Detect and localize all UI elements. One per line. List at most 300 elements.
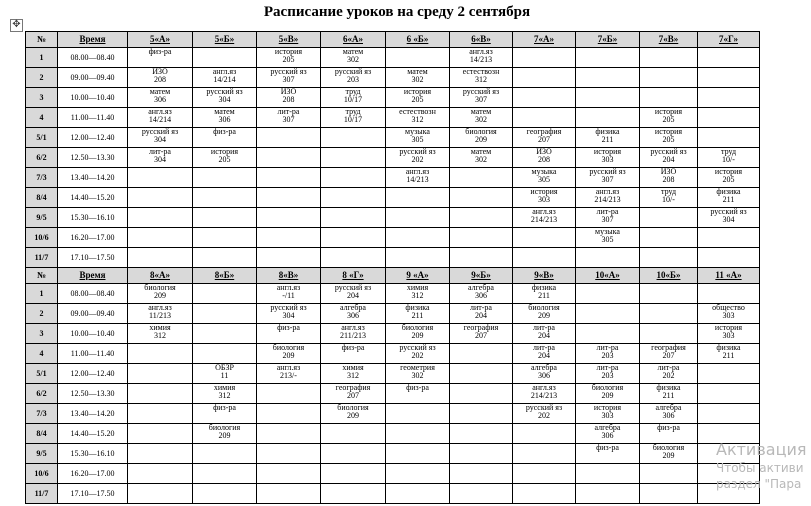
lesson-cell[interactable] xyxy=(640,148,698,168)
lesson-cell[interactable] xyxy=(321,424,386,444)
table-row xyxy=(26,48,760,68)
lesson-cell[interactable] xyxy=(321,128,386,148)
lesson-cell[interactable] xyxy=(513,228,576,248)
lesson-cell[interactable] xyxy=(193,484,257,504)
lesson-cell[interactable] xyxy=(640,88,698,108)
lesson-cell[interactable] xyxy=(386,404,450,424)
lesson-cell[interactable] xyxy=(640,344,698,364)
lesson-cell[interactable] xyxy=(640,108,698,128)
lesson-cell[interactable] xyxy=(450,108,513,128)
lesson-cell[interactable] xyxy=(576,464,640,484)
lesson-cell[interactable] xyxy=(576,484,640,504)
lesson-cell[interactable] xyxy=(128,188,193,208)
lesson-cell[interactable] xyxy=(576,344,640,364)
lesson-number: 1 xyxy=(26,284,58,304)
subject: история xyxy=(593,403,622,412)
lesson-cell[interactable] xyxy=(513,148,576,168)
subject: физика xyxy=(716,187,741,196)
lesson-cell[interactable] xyxy=(513,48,576,68)
lesson-cell[interactable] xyxy=(193,248,257,268)
table-row xyxy=(26,404,760,424)
lesson-cell[interactable] xyxy=(513,384,576,404)
room: 205 xyxy=(218,155,231,164)
lesson-cell[interactable] xyxy=(193,68,257,88)
lesson-cell[interactable] xyxy=(128,304,193,324)
lesson-cell[interactable] xyxy=(698,228,760,248)
table-row xyxy=(26,444,760,464)
lesson-cell[interactable] xyxy=(576,48,640,68)
room: 306 xyxy=(475,291,487,300)
room: 303 xyxy=(601,411,614,420)
lesson-cell[interactable] xyxy=(257,464,321,484)
lesson-cell[interactable] xyxy=(128,68,193,88)
lesson-cell[interactable] xyxy=(257,284,321,304)
lesson-cell[interactable] xyxy=(257,304,321,324)
header-class: 8 «Г» xyxy=(321,268,386,284)
lesson-cell[interactable] xyxy=(257,168,321,188)
lesson-cell[interactable] xyxy=(698,404,760,424)
lesson-cell[interactable] xyxy=(640,324,698,344)
lesson-cell[interactable] xyxy=(321,228,386,248)
table-row xyxy=(26,168,760,188)
lesson-cell[interactable] xyxy=(386,324,450,344)
subject: англ.яз xyxy=(532,383,556,392)
lesson-cell[interactable] xyxy=(193,188,257,208)
lesson-cell[interactable] xyxy=(193,128,257,148)
lesson-cell[interactable] xyxy=(321,344,386,364)
lesson-cell[interactable] xyxy=(450,384,513,404)
lesson-number: 7/3 xyxy=(26,404,58,424)
lesson-cell[interactable] xyxy=(321,464,386,484)
lesson-cell[interactable] xyxy=(257,148,321,168)
lesson-cell[interactable] xyxy=(321,324,386,344)
lesson-cell[interactable] xyxy=(257,384,321,404)
lesson-cell[interactable] xyxy=(640,444,698,464)
lesson-cell[interactable] xyxy=(386,304,450,324)
lesson-cell[interactable] xyxy=(193,304,257,324)
lesson-cell[interactable] xyxy=(128,404,193,424)
subject: лит-ра xyxy=(277,107,300,116)
lesson-cell[interactable] xyxy=(257,364,321,384)
lesson-cell[interactable] xyxy=(321,284,386,304)
lesson-time: 15.30—16.10 xyxy=(58,444,128,464)
lesson-cell[interactable] xyxy=(257,444,321,464)
lesson-cell[interactable] xyxy=(193,88,257,108)
lesson-time: 16.20—17.00 xyxy=(58,464,128,484)
lesson-cell[interactable] xyxy=(321,48,386,68)
lesson-cell[interactable] xyxy=(386,68,450,88)
lesson-cell[interactable] xyxy=(321,68,386,88)
lesson-cell[interactable] xyxy=(640,284,698,304)
subject: матем xyxy=(470,147,492,156)
lesson-cell[interactable] xyxy=(640,384,698,404)
lesson-cell[interactable] xyxy=(128,384,193,404)
lesson-cell[interactable] xyxy=(450,128,513,148)
lesson-cell[interactable] xyxy=(321,364,386,384)
lesson-cell[interactable] xyxy=(386,384,450,404)
lesson-cell[interactable] xyxy=(576,364,640,384)
lesson-cell[interactable] xyxy=(640,424,698,444)
lesson-cell[interactable] xyxy=(576,324,640,344)
room: 306 xyxy=(154,95,166,104)
lesson-cell[interactable] xyxy=(576,424,640,444)
lesson-cell[interactable] xyxy=(128,424,193,444)
lesson-cell[interactable] xyxy=(128,324,193,344)
page-title: Расписание уроков на среду 2 сентября xyxy=(263,4,531,20)
lesson-cell[interactable] xyxy=(450,148,513,168)
lesson-cell[interactable] xyxy=(321,384,386,404)
lesson-cell[interactable] xyxy=(450,284,513,304)
header-time: Время xyxy=(58,32,128,48)
lesson-cell[interactable] xyxy=(698,108,760,128)
lesson-cell[interactable] xyxy=(257,208,321,228)
subject: русский яз xyxy=(270,67,307,76)
lesson-cell[interactable] xyxy=(576,208,640,228)
lesson-cell[interactable] xyxy=(698,344,760,364)
lesson-cell[interactable] xyxy=(450,464,513,484)
lesson-number: 4 xyxy=(26,344,58,364)
subject: русский яз xyxy=(710,207,747,216)
room: 307 xyxy=(601,215,614,224)
lesson-cell[interactable] xyxy=(386,48,450,68)
header-number: № xyxy=(26,32,58,48)
lesson-time: 08.00—08.40 xyxy=(58,48,128,68)
room: 209 xyxy=(662,451,675,460)
watermark-line-1: Активация xyxy=(716,440,807,459)
subject: лит-ра xyxy=(596,363,619,372)
lesson-cell[interactable] xyxy=(576,228,640,248)
lesson-cell[interactable] xyxy=(450,188,513,208)
lesson-cell[interactable] xyxy=(128,344,193,364)
lesson-cell[interactable] xyxy=(513,188,576,208)
lesson-cell[interactable] xyxy=(257,108,321,128)
lesson-cell[interactable] xyxy=(513,108,576,128)
room: 312 xyxy=(154,331,166,340)
subject: алгебра xyxy=(468,283,494,292)
table-move-handle-icon[interactable]: ✥ xyxy=(10,19,23,32)
lesson-cell[interactable] xyxy=(450,484,513,504)
subject: русский яз xyxy=(334,283,372,292)
subject: матем xyxy=(214,107,235,116)
lesson-cell[interactable] xyxy=(321,188,386,208)
lesson-cell[interactable] xyxy=(513,364,576,384)
lesson-cell[interactable] xyxy=(386,424,450,444)
lesson-cell[interactable] xyxy=(698,364,760,384)
lesson-cell[interactable] xyxy=(193,284,257,304)
lesson-cell[interactable] xyxy=(513,248,576,268)
lesson-cell[interactable] xyxy=(257,248,321,268)
subject: русский яз xyxy=(589,167,626,176)
lesson-cell[interactable] xyxy=(386,364,450,384)
lesson-cell[interactable] xyxy=(450,228,513,248)
lesson-cell[interactable] xyxy=(450,48,513,68)
lesson-cell[interactable] xyxy=(128,364,193,384)
room: 208 xyxy=(154,75,166,84)
lesson-cell[interactable] xyxy=(450,324,513,344)
lesson-cell[interactable] xyxy=(640,48,698,68)
lesson-cell[interactable] xyxy=(450,444,513,464)
lesson-cell[interactable] xyxy=(193,228,257,248)
room: 202 xyxy=(538,411,550,420)
lesson-cell[interactable] xyxy=(257,324,321,344)
lesson-cell[interactable] xyxy=(257,88,321,108)
lesson-cell[interactable] xyxy=(576,148,640,168)
lesson-cell[interactable] xyxy=(513,88,576,108)
lesson-cell[interactable] xyxy=(450,248,513,268)
lesson-cell[interactable] xyxy=(128,248,193,268)
lesson-cell[interactable] xyxy=(193,48,257,68)
lesson-cell[interactable] xyxy=(321,148,386,168)
lesson-cell[interactable] xyxy=(321,404,386,424)
room: 306 xyxy=(538,371,550,380)
header-class: 8«А» xyxy=(128,268,193,284)
room: 10/17 xyxy=(343,95,363,104)
lesson-cell[interactable] xyxy=(386,464,450,484)
lesson-cell[interactable] xyxy=(193,444,257,464)
lesson-number: 6/2 xyxy=(26,384,58,404)
lesson-cell[interactable] xyxy=(576,304,640,324)
lesson-cell[interactable] xyxy=(640,208,698,228)
lesson-cell[interactable] xyxy=(640,464,698,484)
lesson-cell[interactable] xyxy=(513,404,576,424)
lesson-cell[interactable] xyxy=(698,188,760,208)
lesson-cell[interactable] xyxy=(698,248,760,268)
lesson-cell[interactable] xyxy=(576,68,640,88)
lesson-cell[interactable] xyxy=(576,444,640,464)
lesson-cell[interactable] xyxy=(128,88,193,108)
lesson-cell[interactable] xyxy=(257,128,321,148)
room: 305 xyxy=(601,235,614,244)
lesson-cell[interactable] xyxy=(386,444,450,464)
room: 204 xyxy=(538,351,550,360)
lesson-cell[interactable] xyxy=(450,364,513,384)
room: 312 xyxy=(411,291,424,300)
lesson-cell[interactable] xyxy=(193,324,257,344)
lesson-cell[interactable] xyxy=(321,444,386,464)
lesson-cell[interactable] xyxy=(640,128,698,148)
subject: биология xyxy=(337,403,369,412)
lesson-cell[interactable] xyxy=(321,108,386,128)
lesson-cell[interactable] xyxy=(698,304,760,324)
header-row xyxy=(26,32,760,48)
lesson-cell[interactable] xyxy=(193,208,257,228)
lesson-cell[interactable] xyxy=(513,208,576,228)
subject: труд xyxy=(345,87,361,96)
subject: русский яз xyxy=(525,403,563,412)
table-row xyxy=(26,484,760,504)
lesson-cell[interactable] xyxy=(386,148,450,168)
lesson-cell[interactable] xyxy=(698,168,760,188)
room: 312 xyxy=(411,115,424,124)
lesson-cell[interactable] xyxy=(128,284,193,304)
room: 214/213 xyxy=(530,391,558,400)
lesson-cell[interactable] xyxy=(513,304,576,324)
lesson-cell[interactable] xyxy=(698,88,760,108)
lesson-cell[interactable] xyxy=(128,128,193,148)
room: 302 xyxy=(411,75,424,84)
lesson-cell[interactable] xyxy=(193,464,257,484)
header-class: 10«Б» xyxy=(640,268,698,284)
lesson-cell[interactable] xyxy=(513,484,576,504)
lesson-cell[interactable] xyxy=(386,228,450,248)
lesson-cell[interactable] xyxy=(450,208,513,228)
room: 302 xyxy=(475,115,487,124)
lesson-cell[interactable] xyxy=(386,284,450,304)
lesson-cell[interactable] xyxy=(576,188,640,208)
lesson-cell[interactable] xyxy=(513,444,576,464)
lesson-cell[interactable] xyxy=(321,484,386,504)
room: 211 xyxy=(601,135,614,144)
subject: музыка xyxy=(405,127,430,136)
lesson-cell[interactable] xyxy=(450,168,513,188)
room: 14/213 xyxy=(406,175,429,184)
lesson-cell[interactable] xyxy=(128,148,193,168)
lesson-cell[interactable] xyxy=(640,228,698,248)
subject: история xyxy=(210,147,239,156)
table-row xyxy=(26,284,760,304)
lesson-cell[interactable] xyxy=(128,444,193,464)
lesson-cell[interactable] xyxy=(257,228,321,248)
lesson-cell[interactable] xyxy=(698,384,760,404)
lesson-cell[interactable] xyxy=(321,88,386,108)
lesson-cell[interactable] xyxy=(386,168,450,188)
subject: естествозн xyxy=(462,67,500,76)
lesson-cell[interactable] xyxy=(128,208,193,228)
lesson-cell[interactable] xyxy=(128,464,193,484)
lesson-cell[interactable] xyxy=(386,128,450,148)
table-row xyxy=(26,248,760,268)
lesson-cell[interactable] xyxy=(386,88,450,108)
room: 306 xyxy=(218,115,231,124)
subject: русский яз xyxy=(399,147,436,156)
room: 203 xyxy=(601,371,614,380)
lesson-cell[interactable] xyxy=(128,168,193,188)
lesson-cell[interactable] xyxy=(513,68,576,88)
lesson-cell[interactable] xyxy=(386,344,450,364)
lesson-cell[interactable] xyxy=(386,484,450,504)
lesson-cell[interactable] xyxy=(513,168,576,188)
lesson-cell[interactable] xyxy=(698,48,760,68)
lesson-cell[interactable] xyxy=(386,188,450,208)
room: 211 xyxy=(722,195,735,204)
subject: биология xyxy=(465,127,497,136)
lesson-cell[interactable] xyxy=(450,424,513,444)
lesson-cell[interactable] xyxy=(386,208,450,228)
room: 306 xyxy=(601,431,614,440)
lesson-time: 12.00—12.40 xyxy=(58,128,128,148)
lesson-cell[interactable] xyxy=(640,68,698,88)
lesson-cell[interactable] xyxy=(193,148,257,168)
subject: лит-ра xyxy=(149,147,171,156)
room: 307 xyxy=(282,75,295,84)
subject: ИЗО xyxy=(536,147,552,156)
lesson-cell[interactable] xyxy=(257,188,321,208)
lesson-cell[interactable] xyxy=(386,108,450,128)
lesson-cell[interactable] xyxy=(321,208,386,228)
lesson-cell[interactable] xyxy=(640,364,698,384)
lesson-cell[interactable] xyxy=(576,284,640,304)
room: 205 xyxy=(411,95,424,104)
lesson-number: 3 xyxy=(26,324,58,344)
header-class: 7«Г» xyxy=(698,32,760,48)
room: 211 xyxy=(538,291,550,300)
lesson-cell[interactable] xyxy=(193,344,257,364)
lesson-cell[interactable] xyxy=(450,344,513,364)
lesson-cell[interactable] xyxy=(128,48,193,68)
lesson-cell[interactable] xyxy=(321,168,386,188)
lesson-cell[interactable] xyxy=(576,88,640,108)
lesson-cell[interactable] xyxy=(698,284,760,304)
lesson-cell[interactable] xyxy=(257,404,321,424)
lesson-cell[interactable] xyxy=(193,364,257,384)
lesson-cell[interactable] xyxy=(450,304,513,324)
lesson-cell[interactable] xyxy=(698,68,760,88)
lesson-cell[interactable] xyxy=(576,108,640,128)
lesson-cell[interactable] xyxy=(257,68,321,88)
lesson-cell[interactable] xyxy=(640,188,698,208)
lesson-number: 2 xyxy=(26,68,58,88)
lesson-cell[interactable] xyxy=(257,344,321,364)
lesson-cell[interactable] xyxy=(321,304,386,324)
lesson-cell[interactable] xyxy=(513,284,576,304)
lesson-cell[interactable] xyxy=(128,484,193,504)
lesson-time: 13.40—14.20 xyxy=(58,168,128,188)
lesson-cell[interactable] xyxy=(193,384,257,404)
lesson-cell[interactable] xyxy=(576,384,640,404)
lesson-cell[interactable] xyxy=(193,168,257,188)
lesson-cell[interactable] xyxy=(513,324,576,344)
lesson-cell[interactable] xyxy=(698,208,760,228)
lesson-cell[interactable] xyxy=(698,128,760,148)
lesson-cell[interactable] xyxy=(386,248,450,268)
lesson-cell[interactable] xyxy=(576,248,640,268)
lesson-cell[interactable] xyxy=(698,324,760,344)
lesson-cell[interactable] xyxy=(576,404,640,424)
lesson-cell[interactable] xyxy=(257,424,321,444)
lesson-cell[interactable] xyxy=(576,128,640,148)
subject: труд xyxy=(345,107,361,116)
lesson-cell[interactable] xyxy=(193,108,257,128)
lesson-cell[interactable] xyxy=(128,108,193,128)
lesson-cell[interactable] xyxy=(513,344,576,364)
lesson-cell[interactable] xyxy=(257,48,321,68)
lesson-cell[interactable] xyxy=(321,248,386,268)
room: 202 xyxy=(662,371,675,380)
lesson-cell[interactable] xyxy=(513,128,576,148)
lesson-cell[interactable] xyxy=(576,168,640,188)
subject: англ.яз xyxy=(341,323,365,332)
lesson-cell[interactable] xyxy=(450,88,513,108)
lesson-cell[interactable] xyxy=(640,404,698,424)
lesson-cell[interactable] xyxy=(193,424,257,444)
room: 304 xyxy=(154,135,166,144)
lesson-cell[interactable] xyxy=(640,168,698,188)
lesson-cell[interactable] xyxy=(513,464,576,484)
lesson-cell[interactable] xyxy=(193,404,257,424)
lesson-cell[interactable] xyxy=(450,68,513,88)
lesson-cell[interactable] xyxy=(450,404,513,424)
lesson-cell[interactable] xyxy=(513,424,576,444)
lesson-cell[interactable] xyxy=(128,228,193,248)
room: 209 xyxy=(411,331,424,340)
table-row xyxy=(26,88,760,108)
lesson-cell[interactable] xyxy=(257,484,321,504)
subject: матем xyxy=(342,47,364,56)
lesson-cell[interactable] xyxy=(640,484,698,504)
lesson-cell[interactable] xyxy=(640,304,698,324)
lesson-cell[interactable] xyxy=(640,248,698,268)
lesson-cell[interactable] xyxy=(698,148,760,168)
